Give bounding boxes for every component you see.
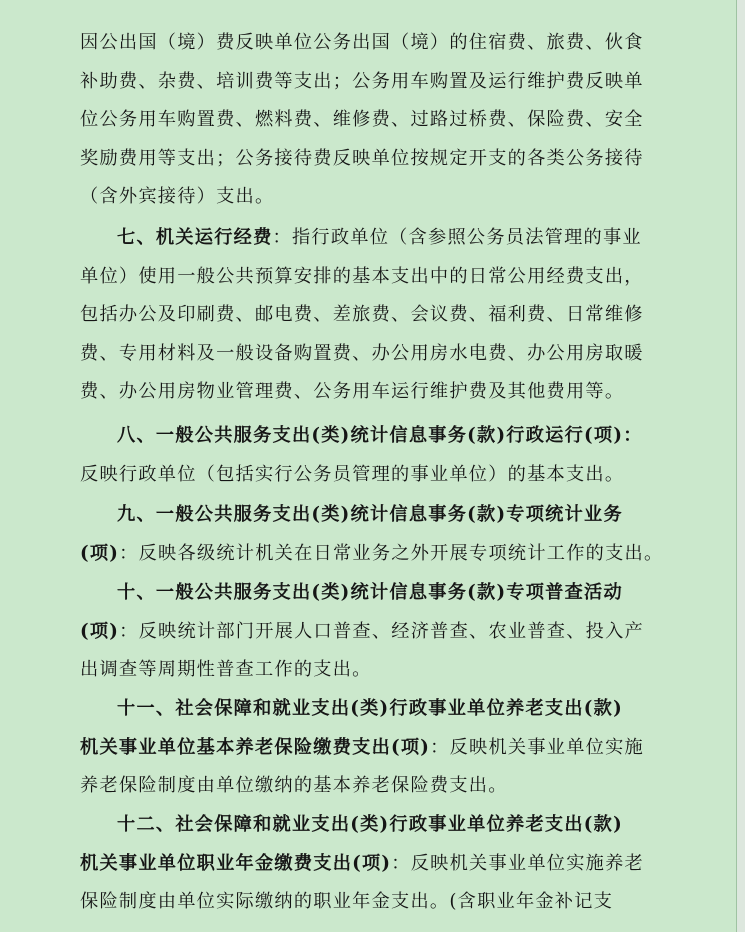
text-line [80, 535, 680, 574]
text-line: （含外宾接待）支出。 [80, 186, 275, 207]
text-line: 保险制度由单位实际缴纳的职业年金支出。(含职业年金补记支 [80, 891, 614, 912]
paragraph-section-8 [80, 417, 680, 494]
section-heading: 机关事业单位基本养老保险缴费支出(项) [80, 736, 431, 758]
section-heading: 十、一般公共服务支出(类)统计信息事务(款)专项普查活动 [117, 582, 623, 603]
section-body: ：反映机关事业单位实施养老 [391, 852, 644, 874]
paragraph-section-7 [80, 219, 680, 412]
section-heading: (项) [80, 542, 120, 564]
section-body: ：反映各级统计机关在日常业务之外开展专项统计工作的支出。 [119, 542, 664, 564]
text-line: 单位）使用一般公共预算安排的基本支出中的日常公用经费支出， [80, 265, 644, 287]
section-heading: 七、机关运行经费 [117, 227, 273, 248]
scrollbar[interactable] [737, 0, 745, 932]
paragraph-section-11 [80, 690, 680, 806]
text-line: 出调查等周期性普查工作的支出。 [80, 659, 372, 680]
text-line [80, 613, 680, 652]
text-line: 补助费、杂费、培训费等支出；公务用车购置及运行维护费反映单 [80, 70, 644, 92]
text-line [80, 845, 680, 884]
section-body: ：反映机关事业单位实施 [430, 736, 644, 758]
text-line: 反映行政单位（包括实行公务员管理的事业单位）的基本支出。 [80, 463, 625, 485]
text-line: 因公出国（境）费反映单位公务出国（境）的住宿费、旅费、伙食 [80, 32, 644, 53]
paragraph-section-9 [80, 496, 680, 573]
text-line [80, 729, 680, 768]
section-body: ：指行政单位（含参照公务员法管理的事业 [272, 227, 642, 248]
section-heading: 机关事业单位职业年金缴费支出(项) [80, 852, 392, 874]
paragraph-section-10 [80, 574, 680, 690]
text-line [80, 417, 680, 456]
section-colon: ： [623, 425, 643, 446]
section-heading: 九、一般公共服务支出(类)统计信息事务(款)专项统计业务 [117, 504, 623, 525]
section-heading: 八、一般公共服务支出(类)统计信息事务(款)行政运行(项) [117, 425, 624, 446]
section-body: ：反映统计部门开展人口普查、经济普查、农业普查、投入产 [119, 620, 644, 642]
text-line: 养老保险制度由单位缴纳的基本养老保险费支出。 [80, 775, 508, 796]
text-line [80, 219, 680, 258]
paragraph-expense-descriptions [80, 24, 680, 217]
section-heading: 十一、社会保障和就业支出(类)行政事业单位养老支出(款) [117, 698, 623, 719]
text-line: 费、专用材料及一般设备购置费、办公用房水电费、办公用房取暖 [80, 342, 644, 364]
text-line: 奖励费用等支出；公务接待费反映单位按规定开支的各类公务接待 [80, 147, 644, 169]
section-heading: 十二、社会保障和就业支出(类)行政事业单位养老支出(款) [117, 814, 623, 835]
text-line: 位公务用车购置费、燃料费、维修费、过路过桥费、保险费、安全 [80, 109, 644, 130]
paragraph-section-12 [80, 806, 680, 922]
section-heading: (项) [80, 620, 120, 642]
text-line: 费、办公用房物业管理费、公务用车运行维护费及其他费用等。 [80, 381, 625, 402]
text-line: 包括办公及印刷费、邮电费、差旅费、会议费、福利费、日常维修 [80, 304, 644, 325]
